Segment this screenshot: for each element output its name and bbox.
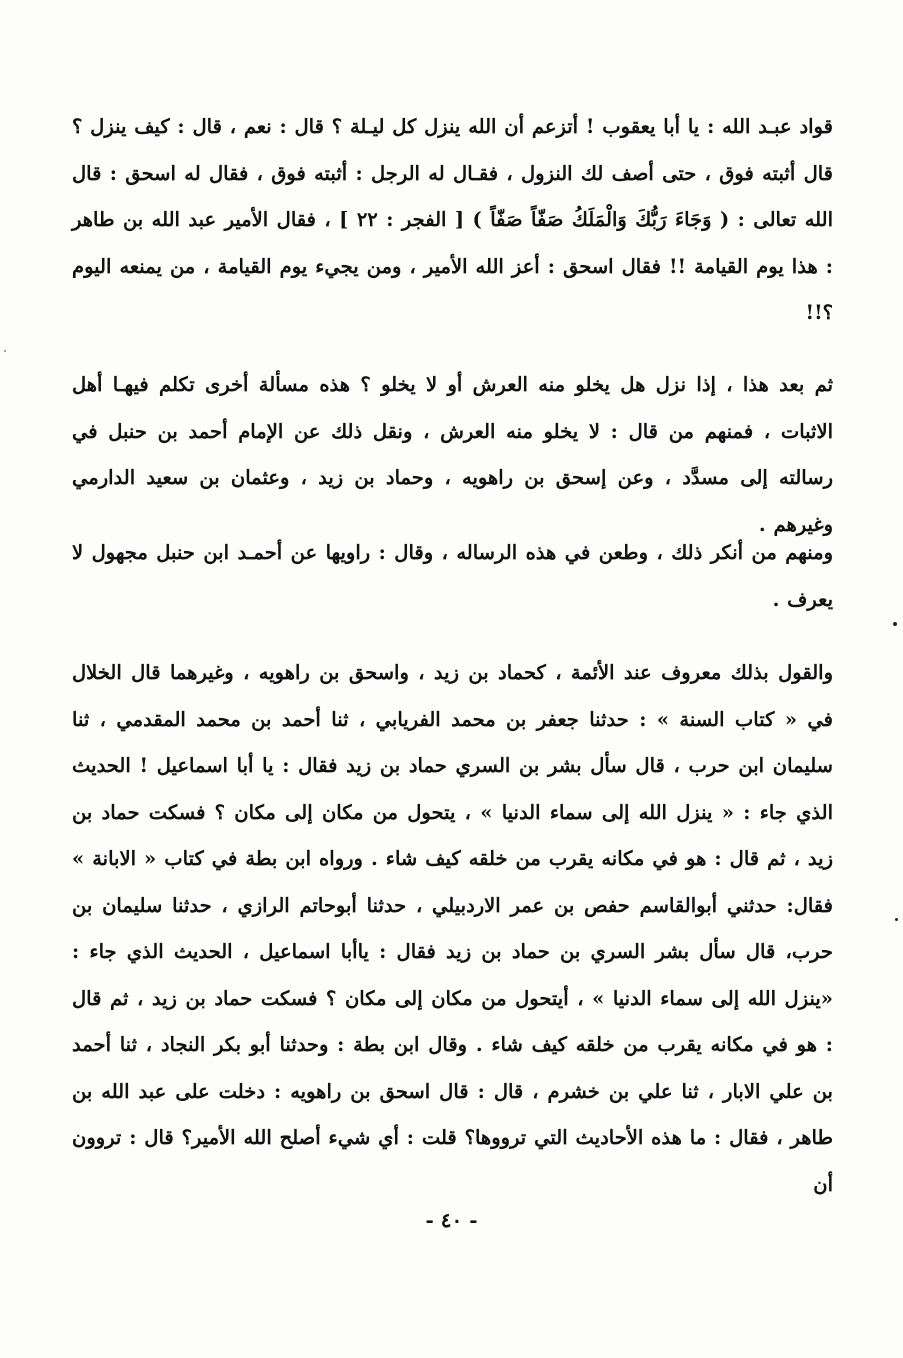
paragraph-text: والقول بذلك معروف عند الأئمة ، كحماد بن زيد ، واسحق بن راهويه ، وغيرهما قال الخلال في « كتاب السنة » : حدثنا جعفر بن محمد الفريابي ، ثنا أحمد بن محمد المقدمي ، ثنا سليمان ابن حرب ، قال سأل بشر بن السري حماد بن زيد فقال : يا أبا اسماعيل ! الحديث الذي جاء : « ينزل الله إلى سماء الدنيا » ، يتحول من مكان إلى مكان ؟ فسكت حماد بن زيد ، ثم قال : هو في مكانه يقرب من خلقه كيف شاء . ورواه ابن بطة في كتاب « الابانة » فقال: حدثني أبوالقاسم حفص بن عمر الاردبيلي ، حدثنا أبوحاتم الرازي ، حدثنا سليمان بن حرب، قال سأل بشر السري بن حماد بن زيد فقال : ياأبا اسماعيل ، الحديث الذي جاء : «ينزل الله إلى سماء الدنيا » ، أيتحول من مكان إلى مكان ؟ فسكت حماد بن زيد ، ثم قال : هو في مكانه يقرب من خلقه كيف شاء . وقال ابن بطة : وحدثنا أبو بكر النجاد ، ثنا أحمد بن علي الابار ، ثنا علي بن خشرم ، قال : قال اسحق بن راهويه : دخلت على عبد الله بن طاهر ، فقال : ما هذه الأحاديث التي ترووها؟ قلت : أي شيء أصلح الله الأمير؟ قال : تروون أن xyxy=(72,661,833,1196)
paragraph-4 xyxy=(72,650,833,1208)
paragraph-text: ومنهم من أنكر ذلك ، وطعن في هذه الرساله ، وقال : راويها عن أحمـد ابن حنبل مجهول لا يعرف . xyxy=(72,541,833,611)
paragraph-3 xyxy=(72,530,833,623)
paragraph-text: ثم بعد هذا ، إذا نزل هل يخلو منه العرش أو لا يخلو ؟ هذه مسألة أخرى تكلم فيهـا أهل الاثبات ، فمنهم من قال : لا يخلو منه العرش ، ونقل ذلك عن الإمام أحمد بن حنبل في رسالته إلى مسدَّد ، وعن إسحق بن راهويه ، وحماد بن زيد ، وعثمان بن سعيد الدارمي وغيرهم . xyxy=(72,373,833,536)
paragraph-1 xyxy=(72,104,833,337)
margin-speck xyxy=(895,918,898,921)
margin-speck xyxy=(4,350,6,352)
paragraph-text: قواد عبـد الله : يا أبا يعقوب ! أتزعم أن الله ينزل كل ليـلة ؟ قال : نعم ، قال : كيف ينزل ؟ قال أثبته فوق ، حتى أصف لك النزول ، فقـال له الرجل : أثبته فوق ، فقال له اسحق : قال الله تعالى : ( وَجَاءَ رَبُّكَ وَالْمَلَكُ صَفّاً صَفّاً ) [ الفجر : ٢٢ ] ، فقال الأمير عبد الله بن طاهر : هذا يوم القيامة !! فقال اسحق : أعز الله الأمير ، ومن يجيء يوم القيامة ، من يمنعه اليوم ؟!! xyxy=(72,115,833,324)
page-number: - ٤٠ - xyxy=(425,1208,478,1232)
margin-speck xyxy=(893,622,897,626)
paragraph-2 xyxy=(72,362,833,548)
